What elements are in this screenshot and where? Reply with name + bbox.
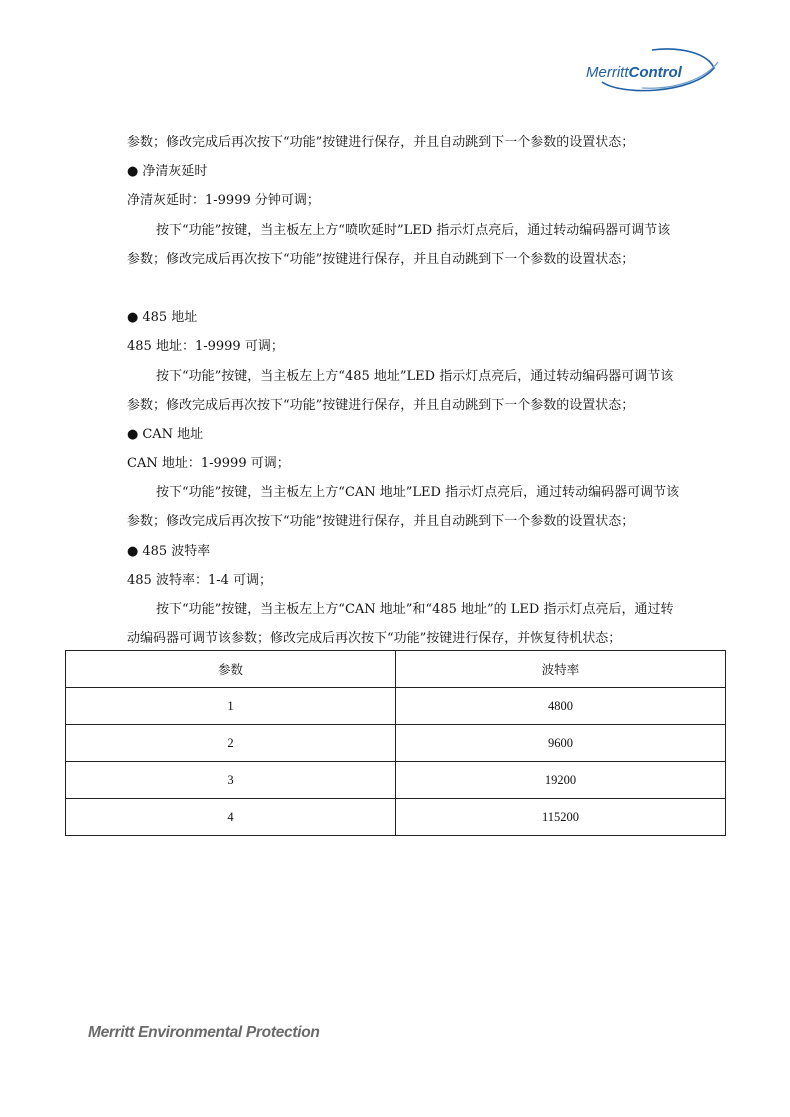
paragraph-line: 按下“功能”按键，当主板左上方“喷吹延时”LED 指示灯点亮后，通过转动编码器可调节该 bbox=[156, 222, 671, 238]
paragraph-line: 485 地址：1-9999 可调； bbox=[127, 339, 284, 355]
section-heading-text: 净清灰延时 bbox=[142, 164, 208, 180]
paragraph-line: 参数；修改完成后再次按下“功能”按键进行保存，并且自动跳到下一个参数的设置状态； bbox=[127, 251, 635, 267]
table-cell: 9600 bbox=[396, 725, 726, 762]
paragraph-line: 净清灰延时：1-9999 分钟可调； bbox=[127, 193, 320, 209]
section-heading-text: 485 波特率 bbox=[142, 543, 211, 559]
footer-brand-text: Merritt Environmental Protection bbox=[88, 1024, 320, 1041]
company-logo bbox=[582, 44, 722, 96]
section-heading-text: 485 地址 bbox=[142, 310, 198, 326]
table-cell: 19200 bbox=[396, 762, 726, 799]
paragraph-line: 按下“功能”按键，当主板左上方“485 地址”LED 指示灯点亮后，通过转动编码器可调节该 bbox=[156, 368, 674, 384]
section-heading-text: CAN 地址 bbox=[142, 426, 204, 442]
paragraph-line: 按下“功能”按键，当主板左上方“CAN 地址”LED 指示灯点亮后，通过转动编码器可调节该 bbox=[156, 485, 680, 501]
table-header-cell: 波特率 bbox=[396, 651, 726, 688]
logo-text bbox=[586, 64, 682, 81]
bullet-icon: ● bbox=[127, 426, 139, 442]
paragraph-line: 参数；修改完成后再次按下“功能”按键进行保存，并且自动跳到下一个参数的设置状态； bbox=[127, 514, 635, 530]
bullet-icon: ● bbox=[127, 310, 139, 326]
baud-rate-table bbox=[65, 650, 726, 836]
table-cell: 4 bbox=[66, 799, 396, 836]
table-cell: 1 bbox=[66, 688, 396, 725]
bullet-icon: ● bbox=[127, 164, 139, 180]
table-header-cell: 参数 bbox=[66, 651, 396, 688]
paragraph-line: 按下“功能”按键，当主板左上方“CAN 地址”和“485 地址”的 LED 指示灯点亮后，通过转 bbox=[156, 602, 674, 617]
table-cell: 2 bbox=[66, 725, 396, 762]
table-row bbox=[66, 725, 726, 762]
table-cell: 115200 bbox=[396, 799, 726, 836]
paragraph-line: 参数；修改完成后再次按下“功能”按键进行保存，并且自动跳到下一个参数的设置状态； bbox=[127, 135, 635, 150]
section-heading bbox=[127, 157, 727, 186]
logo-text-merritt: Merritt bbox=[586, 64, 629, 81]
section-heading bbox=[127, 537, 727, 566]
section-heading bbox=[127, 420, 727, 449]
section-heading bbox=[127, 303, 727, 332]
table-header-row bbox=[66, 651, 726, 688]
spacer bbox=[127, 274, 727, 303]
logo-text-control: Control bbox=[628, 64, 682, 81]
document-body bbox=[127, 128, 727, 653]
table-row bbox=[66, 799, 726, 836]
paragraph-line: CAN 地址：1-9999 可调； bbox=[127, 456, 290, 472]
bullet-icon: ● bbox=[127, 543, 139, 559]
table-row bbox=[66, 688, 726, 725]
table-cell: 3 bbox=[66, 762, 396, 799]
paragraph-line: 动编码器可调节该参数；修改完成后再次按下“功能”按键进行保存，并恢复待机状态； bbox=[127, 631, 622, 647]
paragraph-line: 485 波特率：1-4 可调； bbox=[127, 572, 273, 588]
table-cell: 4800 bbox=[396, 688, 726, 725]
table-row bbox=[66, 762, 726, 799]
paragraph-line: 参数；修改完成后再次按下“功能”按键进行保存，并且自动跳到下一个参数的设置状态； bbox=[127, 397, 635, 413]
